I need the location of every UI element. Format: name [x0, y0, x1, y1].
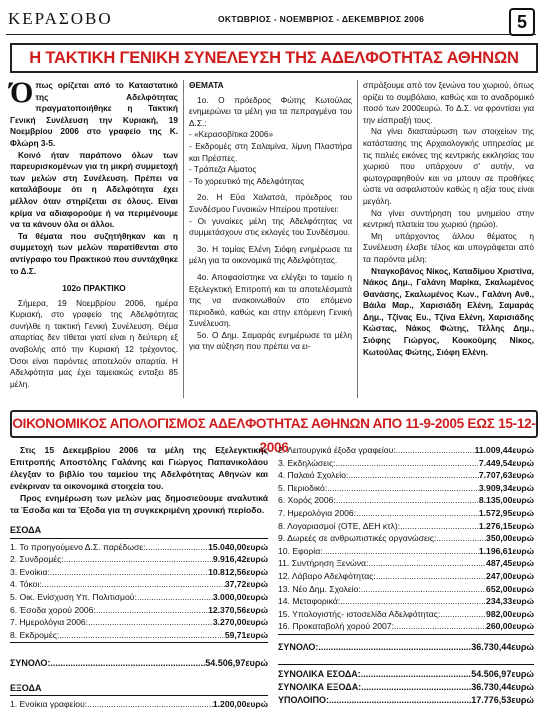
report-intro: Στις 15 Δεκεμβρίου 2006 τα μέλη της Εξελεγκτικής Επιτροπής Αποστόλης Γαλάνης και Γιώργος Παπανικολάου έλεγξαν το βιβλίο του ταμείου της Αδελφότητας Αθηνών και ενέκριναν τα οικονομικά στοιχεία του. [10, 445, 268, 491]
paragraph: - Οι γυναίκες μέλη της Αδελφότητας να συμμετάσχουν στις εκλογές του Συνδέσμου. [189, 215, 352, 238]
paragraph: Να γίνει συντήρηση του μνημείου στην κεντρική πλατεία του χωριού (ηρώο). [363, 207, 534, 230]
expense-row: 13. Νέο Δημ. Σχολείο: ..... 652,00ευρώ [278, 583, 534, 596]
article-title: Η ΤΑΚΤΙΚΗ ΓΕΝΙΚΗ ΣΥΝΕΛΕΥΣΗ ΤΗΣ ΑΔΕΛΦΟΤΗΤΑΣ ΑΘΗΝΩΝ [10, 43, 538, 73]
expense-row: 4. Παλαιό Σχολείο: ..... 7.707,63ευρώ [278, 469, 534, 482]
summary-block [278, 664, 534, 707]
expense-row: 1. Ενοίκια γραφείου: ..... 1.200,00ευρώ [10, 698, 268, 711]
expense-total-row: ΣΥΝΟΛΟ: ..... 36.730,44ευρώ [278, 641, 534, 654]
financial-right-column [278, 444, 534, 654]
income-row: 5. Οικ. Ενίσχυση Υπ. Πολιτισμού: ..... 3.000,00ευρώ [10, 591, 268, 604]
financial-report-title: ΟΙΚΟΝΟΜΙΚΟΣ ΑΠΟΛΟΓΙΣΜΟΣ ΑΔΕΛΦΟΤΗΤΑΣ ΑΘΗΝΩΝ ΑΠΟ 11-9-2005 ΕΩΣ 15-12-2006 [10, 410, 538, 438]
income-heading: ΕΣΟΔΑ [10, 525, 42, 535]
issue-dates: ΟΚΤΩΒΡΙΟΣ - ΝΟΕΜΒΡΙΟΣ - ΔΕΚΕΜΒΡΙΟΣ 2006 [218, 14, 425, 24]
expense-row: 16. Προκαταβολή χορού 2007: ..... 260,00ευρώ [278, 620, 534, 633]
expense-row: 11. Συντήρηση Ξενώνα: ..... 487,45ευρώ [278, 557, 534, 570]
expense-row: 8. Λογαριασμοί (ΟΤΕ, ΔΕΗ κτλ): ..... 1.276,15ευρώ [278, 520, 534, 533]
income-row: 4. Τόκοι: ..... 37,72ευρώ [10, 578, 268, 591]
paragraph: 1ο. Ο πρόεδρος Φώτης Κωτούλας ενημερώνει τα μέλη για τα πεπραγμένα του Δ.Σ.: [189, 94, 352, 128]
paragraph: Να γίνει διασταύρωση των στοιχείων της κατάστασης της Αρχαιολογικής υπηρεσίας με τις παλιές εικόνες της κεντρικής εκκλησίας του χωριού που υπάρχουν σ' αυτήν, να φωτογραφηθούν και να μπουν σε προθήκες ώστε να ασφαλιστούν καθώς η αξία τους είναι μεγάλη. [363, 126, 534, 206]
intro-paragraph: πως ορίζεται από το Καταστατικό της Αδελφότητας πραγματοποιήθηκε η Τακτική Γενική Συνέλευση την Κυριακή, 19 Νοεμβρίου 2006 στο γραφείο της Κ. Φλώρη 3-5. [10, 80, 178, 148]
expense-row: 14. Μεταφορικά: ..... 234,33ευρώ [278, 595, 534, 608]
paragraph: Σήμερα, 19 Νοεμβρίου 2006, ημέρα Κυριακή, στο γραφείο της Αδελφότητας συνήλθε η τακτική Γενική Συνέλευση. Θέμα απαρτίας δεν τίθεται γιατί είναι η δεύτερη εξ αναβολής από την Κυριακή 12 τρέχοντος. Όσοι είναι παρόντες αποτελούν απαρτία. Η Αδελφότητα μας έχει ταμειακώς ενταξει 85 μέλη. [10, 297, 178, 389]
summary-row: ΥΠΟΛΟΙΠΟ: ..... 17.776,53ευρώ [278, 694, 534, 707]
masthead: ΚΕΡΑΣΟΒΟ [8, 9, 113, 28]
expense-heading: ΕΞΟΔΑ [10, 682, 42, 693]
page-number: 5 [509, 8, 535, 36]
summary-row: ΣΥΝΟΛΙΚΑ ΕΞΟΔΑ: ..... 36.730,44ευρώ [278, 681, 534, 694]
expense-row: 7. Ημερολόγια 2006: ..... 1.572,95ευρώ [278, 507, 534, 520]
expense-row: 15. Υπολογιστής- ιστοσελίδα Αδελφότητας: ..... 982,00ευρώ [278, 608, 534, 621]
article-column-1 [10, 76, 178, 390]
expense-row: 12. Λάβαρο Αδελφότητας: ..... 247,00ευρώ [278, 570, 534, 583]
section-subheading: 102ο ΠΡΑΚΤΙΚΟ [62, 283, 126, 294]
report-intro: Προς ενημέρωση των μελών μας δημοσιεύουμε αναλυτικά τα Έσοδα και τα Έξοδα για τη συγκεκριμένη χρονική περίοδο. [10, 493, 268, 515]
paragraph: 2ο. Η Εύα Χαλατσά, πρόεδρος του Συνδέσμου Γυναικών Ηπείρου προτείνει: [189, 192, 352, 214]
income-row: 1. Το προηγούμενο Δ.Σ. παρέδωσε: ..... 15.040,00ευρώ [10, 541, 268, 554]
paragraph: Κοινό ήταν παράπονο όλων των παρευρισκομένων για τη μικρή συμμετοχή των μελών στη Συνέλευση. Πρέπει να καταλάβουμε ότι η Αδελφότητα έχει μέλλον όταν στηρίζεται σε όλους. Είναι κρίμα να αδιαφορούμε ή να περιμένουμε να τα κάνουν όλα οι άλλοι. [10, 149, 178, 230]
expense-row: 9. Δωρεές σε ανθρωπιστικές οργανώσεις: ..... 350,00ευρώ [278, 532, 534, 545]
expense-row: 5. Περιοδικό: ..... 3.909,34ευρώ [278, 482, 534, 495]
divider [10, 538, 268, 539]
expense-row: 10. Εφορία: ..... 1.196,61ευρώ [278, 545, 534, 558]
income-row: 8. Εκδρομές: ..... 59,71ευρώ [10, 629, 268, 642]
list-item: - Το χορευτικό της Αδελφότητας [189, 175, 305, 186]
divider [10, 695, 268, 696]
column-divider [183, 80, 184, 398]
income-total-row: ΣΥΝΟΛΟ: ..... 54.506,97ευρώ [10, 657, 268, 670]
summary-row: ΣΥΝΟΛΙΚΑ ΕΣΟΔΑ: ..... 54.506,97ευρώ [278, 668, 534, 681]
paragraph: 3ο. Η ταμίας Ελένη Σιόφη ενημέρωσε τα μέλη για τα οικονομικά της Αδελφότητας. [189, 243, 352, 266]
expense-row: 6. Χορός 2006: ..... 8.135,00ευρώ [278, 494, 534, 507]
income-row: 7. Ημερολόγια 2006: ..... 3.270,00ευρώ [10, 616, 268, 629]
divider [278, 664, 534, 665]
paragraph: Μη υπάρχοντος άλλου θέματος η Συνέλευση έλαβε τέλος και υπογράφεται από τα παρόντα μέλη: [363, 230, 534, 264]
drop-cap: Ό [10, 76, 34, 109]
topics-heading: ΘΕΜΑΤΑ [189, 80, 224, 90]
income-row: 2. Συνδρομές: ..... 9.916,42ευρώ [10, 553, 268, 566]
list-item: - Εκδρομές στη Σαλαμίνα, λίμνη Πλαστήρα και Πρέσπες. [189, 140, 352, 163]
income-row: 3. Ενοίκια: ..... 10.812,56ευρώ [10, 566, 268, 579]
divider [278, 634, 534, 635]
members-list: Νταγκοβάνος Νίκος, Καταδίμου Χριστίνα, Νάκος Δημ., Γαλάνη Μαρίκα, Σκαλωμένος Θανάσης, Σκαλωμένος Κων., Γαλάνη Ανθ., Βάιλα Μαρ., Χαρισιάδη Ελένη, Σαμαράς Δημ., Τζίνας Ευ., Τζίνα Ελένη, Χαρισιάδης Κώστας, Νάκος Φώτης, Τέλλης Δημ., Σιόφης Γιώργος, Κουκούμης Νίκος, Κωτούλας Φώτης, Σιόφη Ελένη. [363, 265, 534, 357]
expense-row: 2. Λειτουργικά έξοδα γραφείου: ..... 11.009,44ευρώ [278, 444, 534, 457]
paragraph: 4ο. Αποφασίστηκε να ελέγξει το ταμείο η Εξελεγκτική Επιτροπή και τα αποτελέσματά της να ανακοινωθούν στο επόμενο περιοδικό, καθώς και στην επόμενη Γενική Συνέλευση. [189, 271, 352, 329]
paragraph: σπράξουμε από τον ξενώνα του χωριού, όπως ορίζει το συμβόλαιο, καθώς και το αναδρομικό ποσό των 2000ευρώ. Το Δ.Σ. να φροντίσει για την είσπραξή τους. [363, 80, 534, 125]
list-item: - «Κερασοβίτικα 2006» [189, 129, 274, 140]
financial-left-column [10, 444, 268, 710]
paragraph: 5ο. Ο Δημ. Σαμαράς ενημέρωσε τα μέλη για την αύξηση που πρέπει να ει- [189, 329, 352, 352]
divider [10, 642, 268, 643]
expense-row: 3. Εκδηλώσεις: ..... 7.449,54ευρώ [278, 457, 534, 470]
list-item: - Τράπεζα Αίματος [189, 164, 257, 175]
article-column-3 [363, 80, 534, 358]
article-column-2 [189, 80, 352, 353]
paragraph: Τα θέματα που συζητήθηκαν και η συμμετοχή των μελών παρατίθενται στο αντίγραφο του Πρακτικού που συντάχθηκε το Δ.Σ. [10, 230, 178, 276]
income-row: 6. Έσοδα χορού 2006: ..... 12.370,56ευρώ [10, 604, 268, 617]
column-divider [357, 80, 358, 398]
